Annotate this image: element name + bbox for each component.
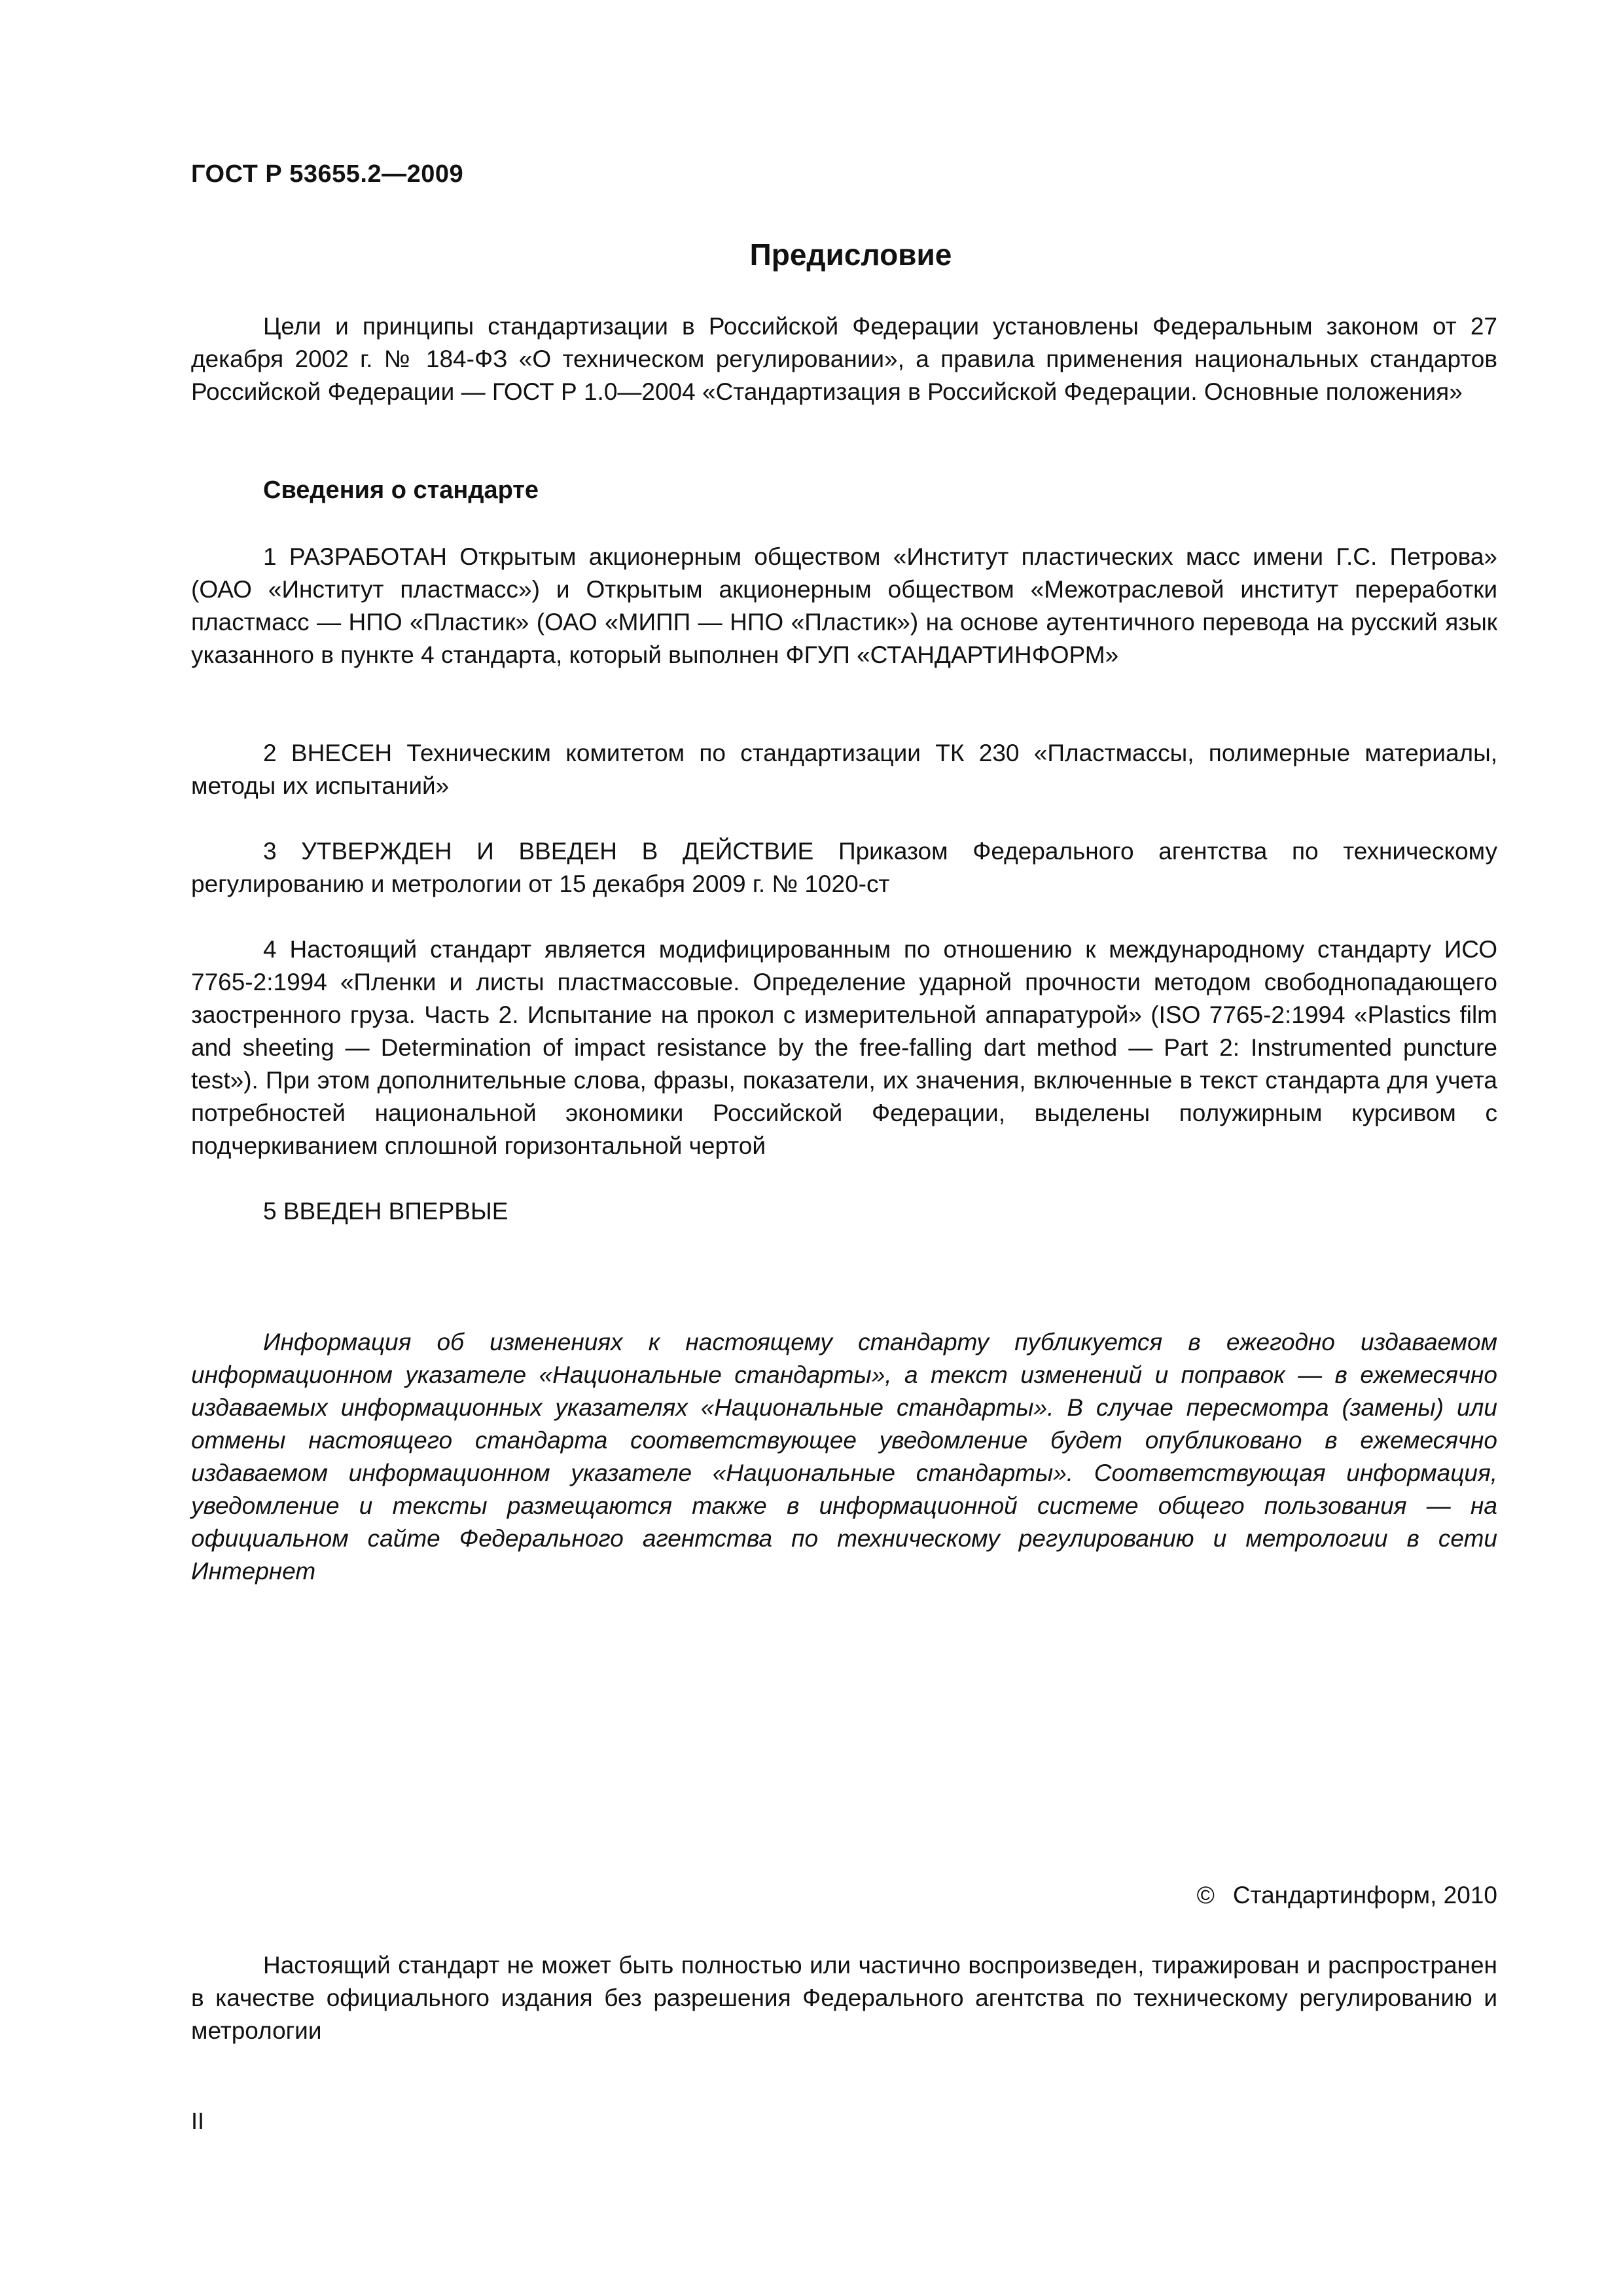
page-number: II <box>191 2108 205 2134</box>
info-item-2: 2 ВНЕСЕН Техническим комитетом по стандартизации ТК 230 «Пластмассы, полимерные материалы, методы их испытаний» <box>191 740 1497 799</box>
document-code: ГОСТ Р 53655.2—2009 <box>191 160 464 188</box>
changes-notice: Информация об изменениях к настоящему стандарту публикуется в ежегодно издаваемом информационном указателе «Национальные стандарты», а текст изменений и поправок — в ежемесячно издаваемых информационных указателях «Национальные стандарты». В случае пересмотра (замены) или отмены настоящего стандарта соответствующее уведомление будет опубликовано в ежемесячно издаваемом информационном указателе «Национальные стандарты». Соответствующая информация, уведомление и тексты размещаются также в информационной системе общего пользования — на официальном сайте Федерального агентства по техническому регулированию и метрологии в сети Интернет <box>191 1329 1497 1585</box>
reproduction-notice: Настоящий стандарт не может быть полностью или частично воспроизведен, тиражирован и распространен в качестве официального издания без разрешения Федерального агентства по техническому регулированию и метрологии <box>191 1952 1497 2044</box>
info-heading: Сведения о стандарте <box>263 476 539 504</box>
intro-paragraph: Цели и принципы стандартизации в Российской Федерации установлены Федеральным законом от 27 декабря 2002 г. № 184-ФЗ «О техническом регулировании», а правила применения национальных стандартов Российской Федерации — ГОСТ Р 1.0—2004 «Стандартизация в Российской Федерации. Основные положения» <box>191 313 1497 405</box>
info-item-1: 1 РАЗРАБОТАН Открытым акционерным обществом «Институт пластических масс имени Г.С. Петрова» (ОАО «Институт пластмасс») и Открытым акционерным обществом «Межотраслевой институт переработки пластмасс — НПО «Пластик» (ОАО «МИПП — НПО «Пластик») на основе аутентичного перевода на русский язык указанного в пункте 4 стандарта, который выполнен ФГУП «СТАНДАРТИНФОРМ» <box>191 543 1497 668</box>
page-title: Предисловие <box>749 238 952 272</box>
copyright-icon: © <box>1196 1882 1215 1909</box>
copyright-line <box>1197 1882 1497 1909</box>
info-item-3: 3 УТВЕРЖДЕН И ВВЕДЕН В ДЕЙСТВИЕ Приказом Федерального агентства по техническому регулированию и метрологии от 15 декабря 2009 г. № 1020-ст <box>191 838 1497 897</box>
info-item-5: 5 ВВЕДЕН ВПЕРВЫЕ <box>263 1198 508 1225</box>
copyright-text: Стандартинформ, 2010 <box>1232 1882 1497 1909</box>
info-item-4: 4 Настоящий стандарт является модифицированным по отношению к международному стандарту ИСО 7765-2:1994 «Пленки и листы пластмассовые. Определение ударной прочности методом свободнопадающего заостренного груза. Часть 2. Испытание на прокол с измерительной аппаратурой» (ISO 7765-2:1994 «Plastics film and sheeting — Determination of impact resistance by the free-falling dart method — Part 2: Instrumented puncture test»). При этом дополнительные слова, фразы, показатели, их значения, включенные в текст стандарта для учета потребностей национальной экономики Российской Федерации, выделены полужирным курсивом с подчеркиванием сплошной горизонтальной чертой <box>191 936 1497 1159</box>
